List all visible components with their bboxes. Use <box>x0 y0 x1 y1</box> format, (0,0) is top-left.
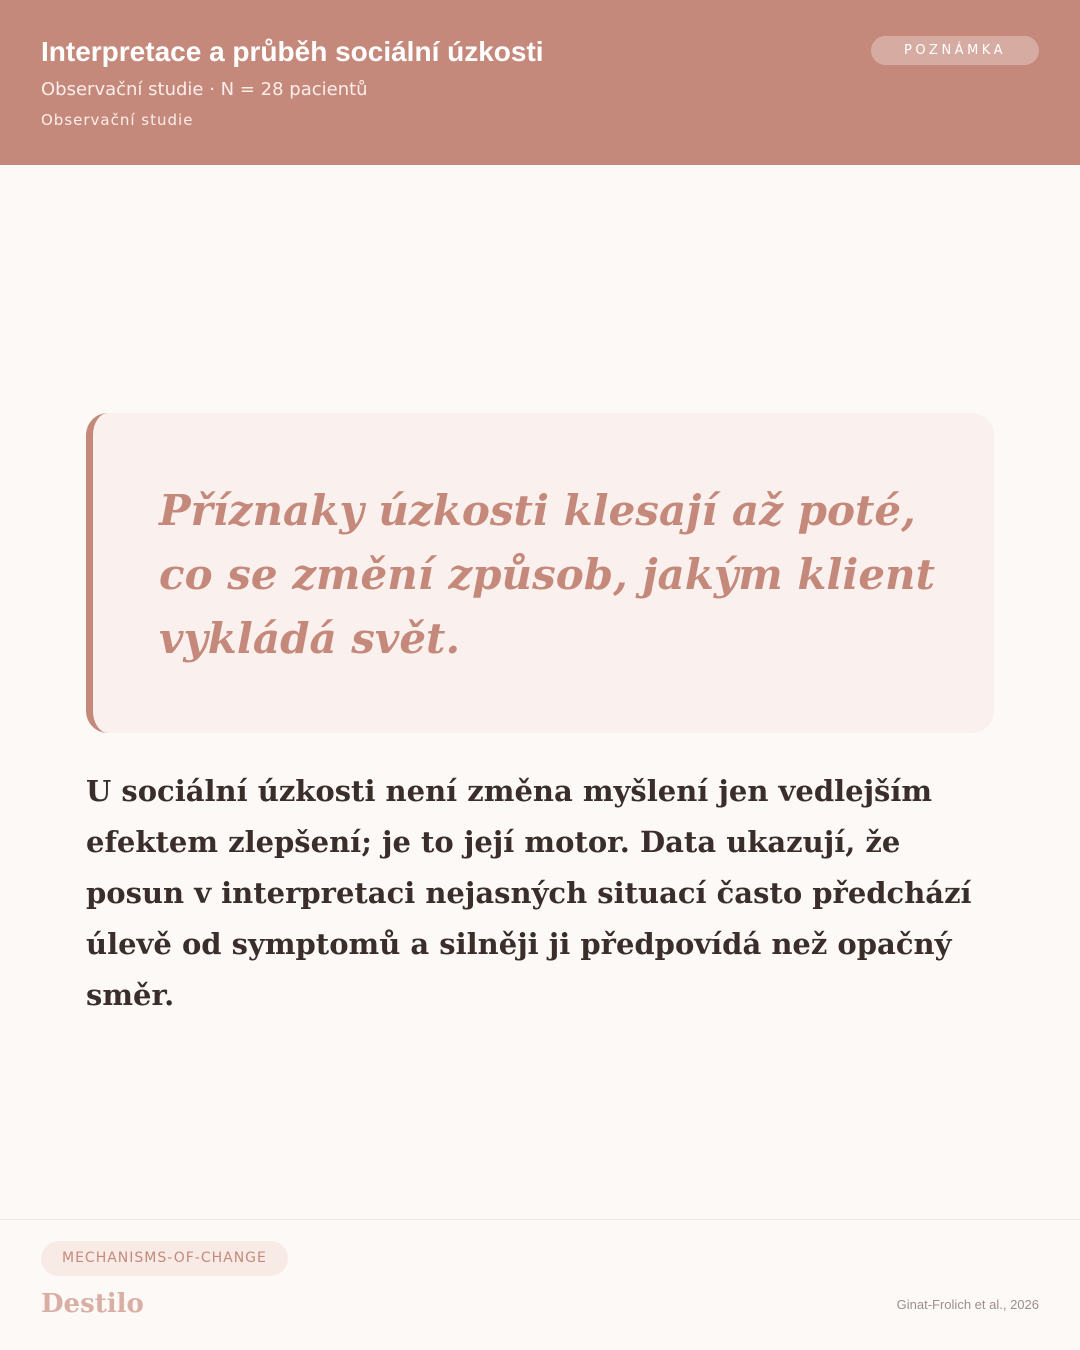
citation: Ginat-Frolich et al., 2026 <box>896 1297 1039 1312</box>
pull-quote <box>86 413 994 733</box>
study-type-label: Observační studie <box>41 111 194 129</box>
page-subtitle: Observační studie · N = 28 pacientů <box>41 79 368 100</box>
pull-quote-text: Příznaky úzkosti klesají až poté, co se změní způsob, jakým klient vykládá svět. <box>159 486 935 663</box>
topic-tag: MECHANISMS-OF-CHANGE <box>41 1241 288 1276</box>
header-banner <box>0 0 1080 165</box>
brand-logo: Destilo <box>41 1289 144 1319</box>
body-paragraph: U sociální úzkosti není změna myšlení jen vedlejším efektem zlepšení; je to její motor. Data ukazují, že posun v interpretaci nejasných situací často předchází úlevě od symptomů a silněji ji předpovídá než opačný směr. <box>86 774 972 1012</box>
note-badge: POZNÁMKA <box>871 36 1039 65</box>
page-title: Interpretace a průběh sociální úzkosti <box>41 36 544 67</box>
footer-divider <box>0 1219 1080 1220</box>
